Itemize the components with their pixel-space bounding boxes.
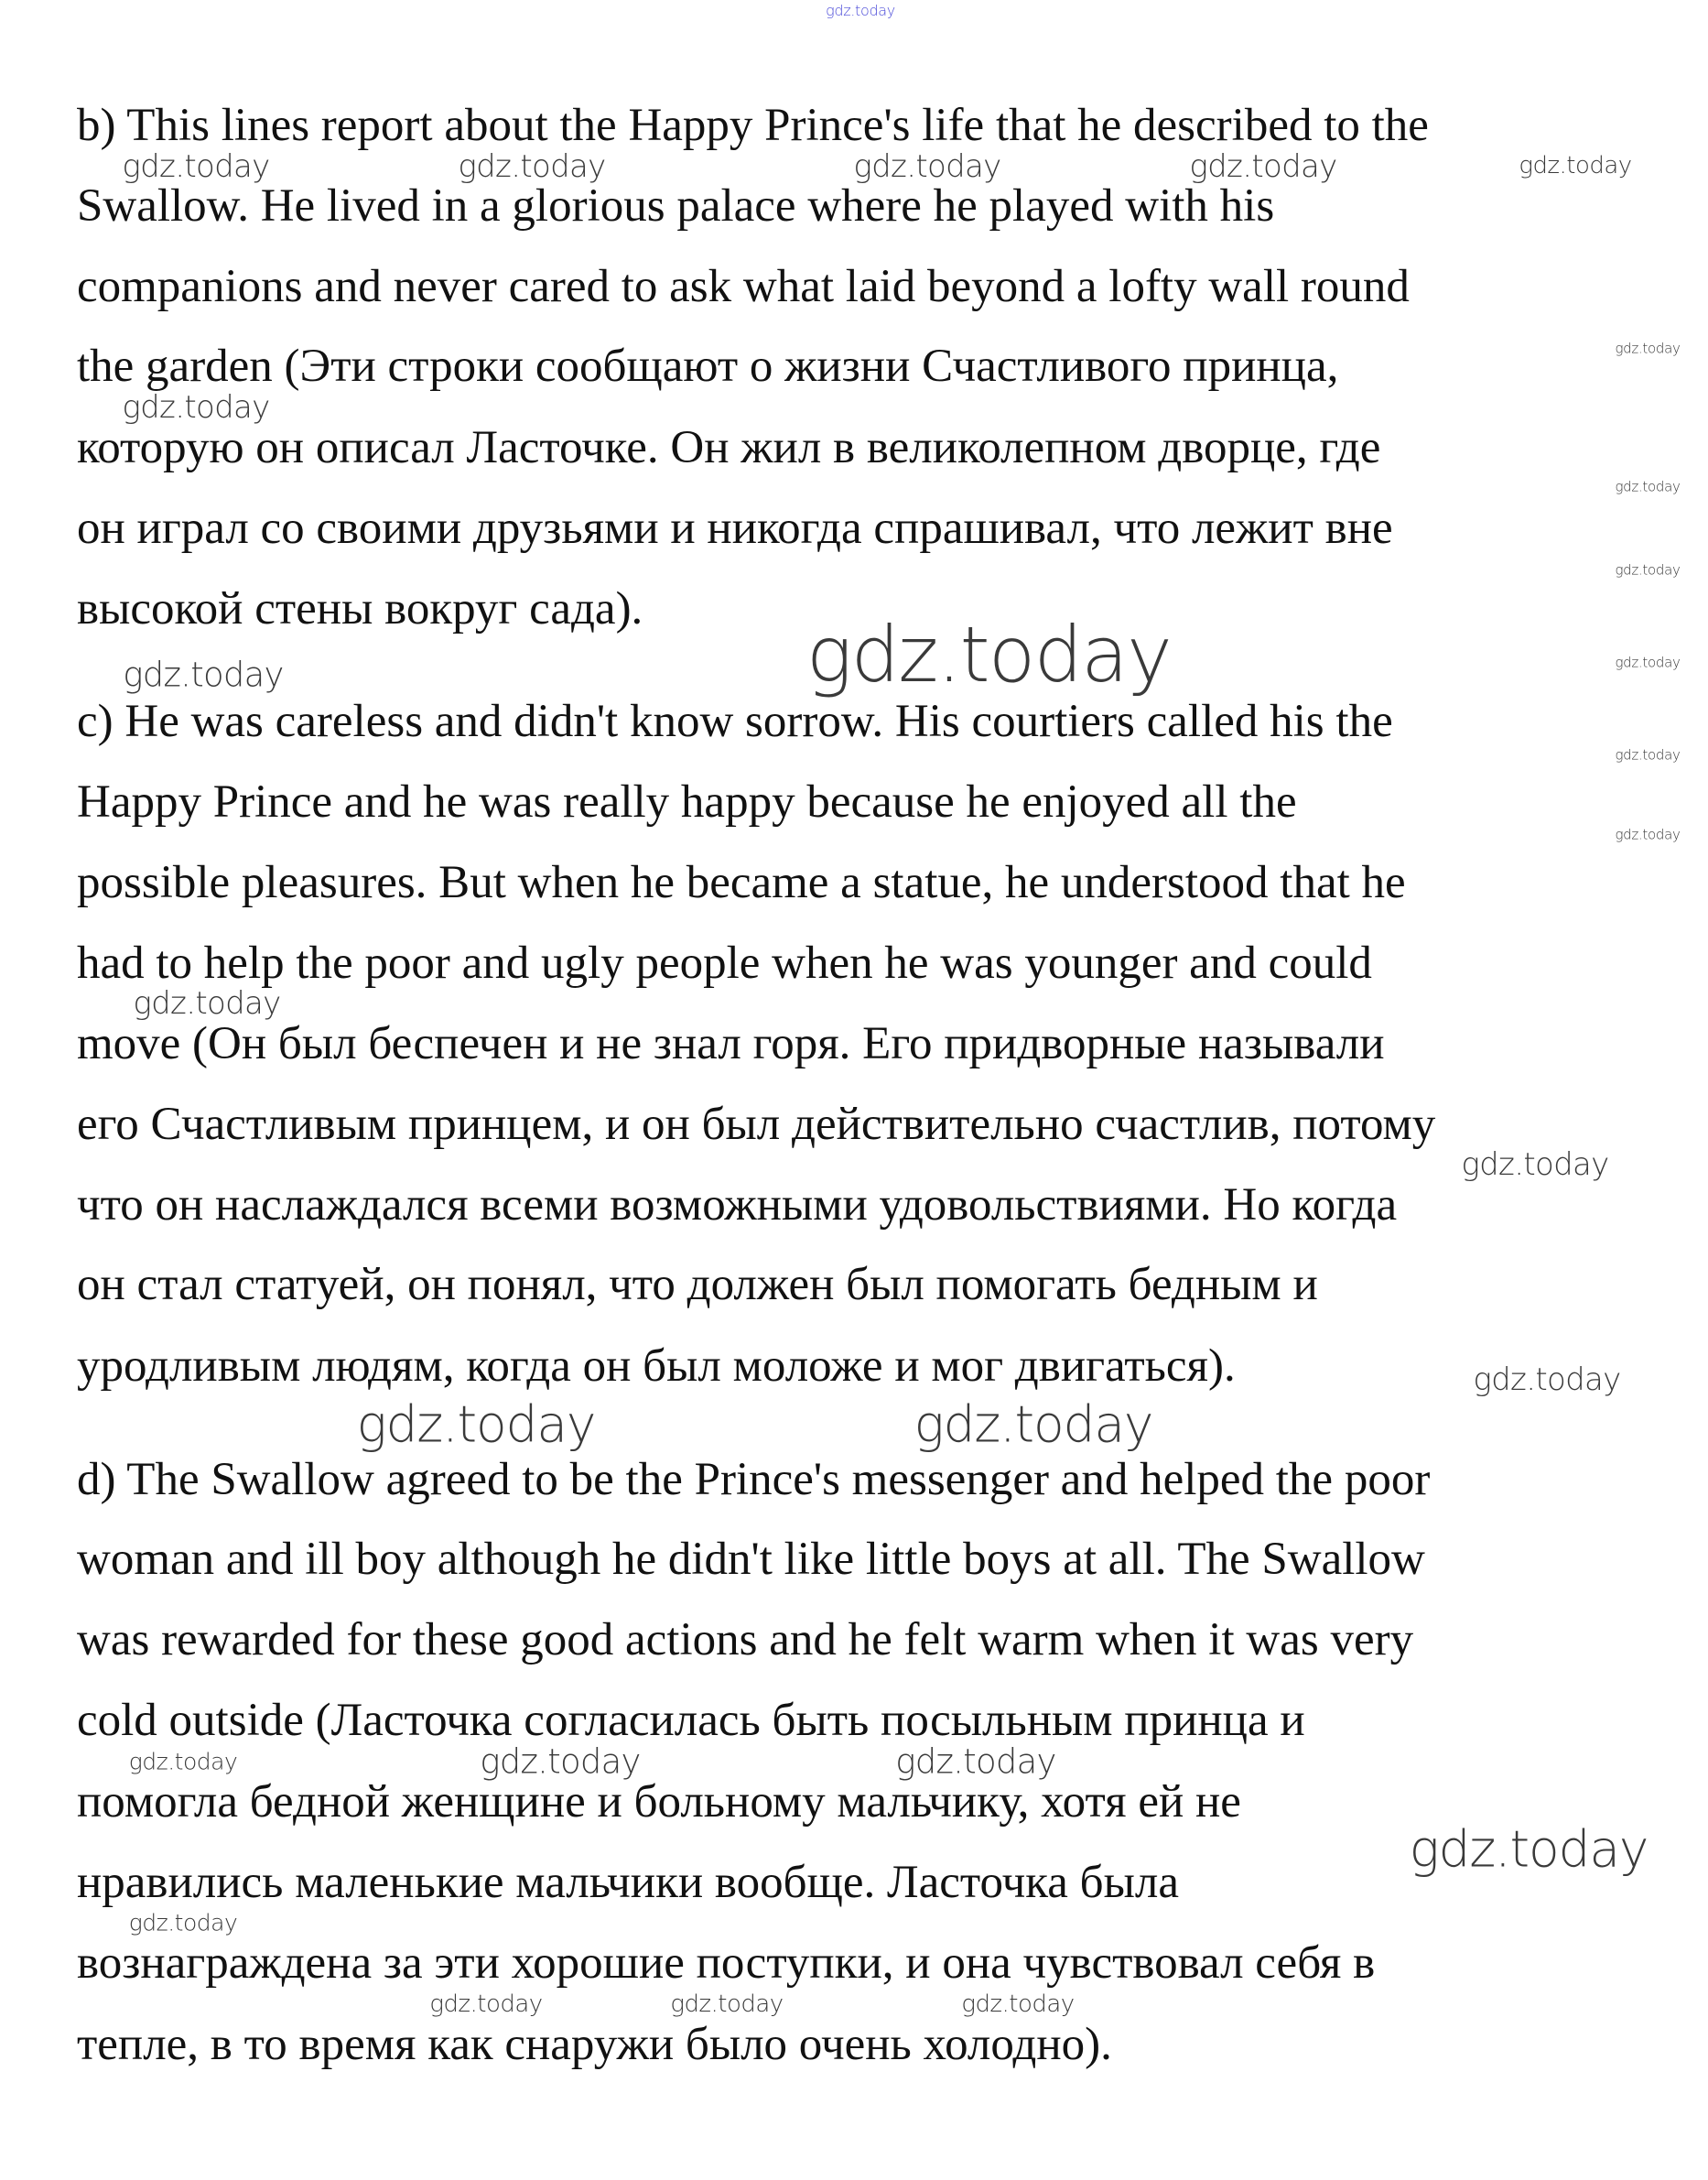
answer-d-line: woman and ill boy although he didn't like little boys at all. The Swallow xyxy=(77,1534,1425,1585)
answer-d-line: вознаграждена за эти хорошие поступки, и она чувствовал себя в xyxy=(77,1937,1376,1989)
watermark: gdz.today xyxy=(961,1990,1075,2018)
watermark: gdz.today xyxy=(826,2,895,19)
answer-d-line: cold outside (Ласточка согласилась быть посыльным принца и xyxy=(77,1695,1305,1746)
watermark: gdz.today xyxy=(1615,826,1681,843)
watermark: gdz.today xyxy=(1615,340,1681,357)
watermark: gdz.today xyxy=(1615,478,1681,495)
answer-c-line: уродливым людям, когда он был моложе и мог двигаться). xyxy=(77,1340,1236,1392)
watermark: gdz.today xyxy=(1615,746,1681,764)
watermark: gdz.today xyxy=(458,148,606,185)
answer-c-line: possible pleasures. But when he became a statue, he understood that he xyxy=(77,857,1406,908)
answer-b-line: companions and never cared to ask what laid beyond a lofty wall round xyxy=(77,261,1410,312)
watermark: gdz.today xyxy=(913,1394,1153,1454)
answer-c-line: он стал статуей, он понял, что должен был помогать бедным и xyxy=(77,1259,1318,1310)
answer-d-line: нравились маленькие мальчики вообще. Ласточка была xyxy=(77,1857,1179,1908)
watermark: gdz.today xyxy=(480,1741,641,1782)
answer-b-line: b) This lines report about the Happy Prince's life that he described to the xyxy=(77,100,1429,151)
watermark: gdz.today xyxy=(1473,1361,1621,1398)
watermark: gdz.today xyxy=(805,610,1172,700)
watermark: gdz.today xyxy=(670,1990,784,2018)
answer-c-line: c) He was careless and didn't know sorrow. His courtiers called his the xyxy=(77,696,1393,747)
answer-c-line: что он наслаждался всеми возможными удовольствиями. Но когда xyxy=(77,1179,1398,1231)
watermark: gdz.today xyxy=(128,1748,238,1775)
watermark: gdz.today xyxy=(122,148,270,185)
answer-b-line: он играл со своими друзьями и никогда спрашивал, что лежит вне xyxy=(77,503,1393,554)
watermark: gdz.today xyxy=(1189,148,1337,185)
watermark: gdz.today xyxy=(128,1909,238,1936)
answer-d-line: was rewarded for these good actions and he felt warm when it was very xyxy=(77,1614,1414,1665)
answer-b-line: Swallow. He lived in a glorious palace where he played with his xyxy=(77,180,1275,232)
watermark: gdz.today xyxy=(895,1741,1056,1782)
answer-d-line: тепле, в то время как снаружи было очень холодно). xyxy=(77,2019,1112,2070)
answer-b-line: которую он описал Ласточке. Он жил в великолепном дворце, где xyxy=(77,422,1381,473)
watermark: gdz.today xyxy=(356,1394,596,1454)
watermark: gdz.today xyxy=(1615,561,1681,579)
answer-b-line: высокой стены вокруг сада). xyxy=(77,583,643,634)
watermark: gdz.today xyxy=(1461,1146,1609,1183)
watermark: gdz.today xyxy=(853,148,1001,185)
watermark: gdz.today xyxy=(429,1990,543,2018)
watermark: gdz.today xyxy=(122,389,270,426)
answer-c-line: Happy Prince and he was really happy because he enjoyed all the xyxy=(77,776,1297,828)
answer-c-line: move (Он был беспечен и не знал горя. Его придворные называли xyxy=(77,1018,1385,1069)
answer-c-line: его Счастливым принцем, и он был действительно счастлив, потому xyxy=(77,1099,1436,1150)
answer-d-line: помогла бедной женщине и больному мальчику, хотя ей не xyxy=(77,1776,1241,1828)
watermark: gdz.today xyxy=(1409,1819,1649,1879)
answer-d-line: d) The Swallow agreed to be the Prince's messenger and helped the poor xyxy=(77,1454,1431,1505)
watermark: gdz.today xyxy=(133,985,281,1022)
watermark: gdz.today xyxy=(123,655,284,695)
watermark: gdz.today xyxy=(1519,152,1632,179)
watermark: gdz.today xyxy=(1615,654,1681,671)
answer-c-line: had to help the poor and ugly people when he was younger and could xyxy=(77,938,1372,989)
answer-b-line: the garden (Эти строки сообщают о жизни Счастливого принца, xyxy=(77,341,1339,392)
